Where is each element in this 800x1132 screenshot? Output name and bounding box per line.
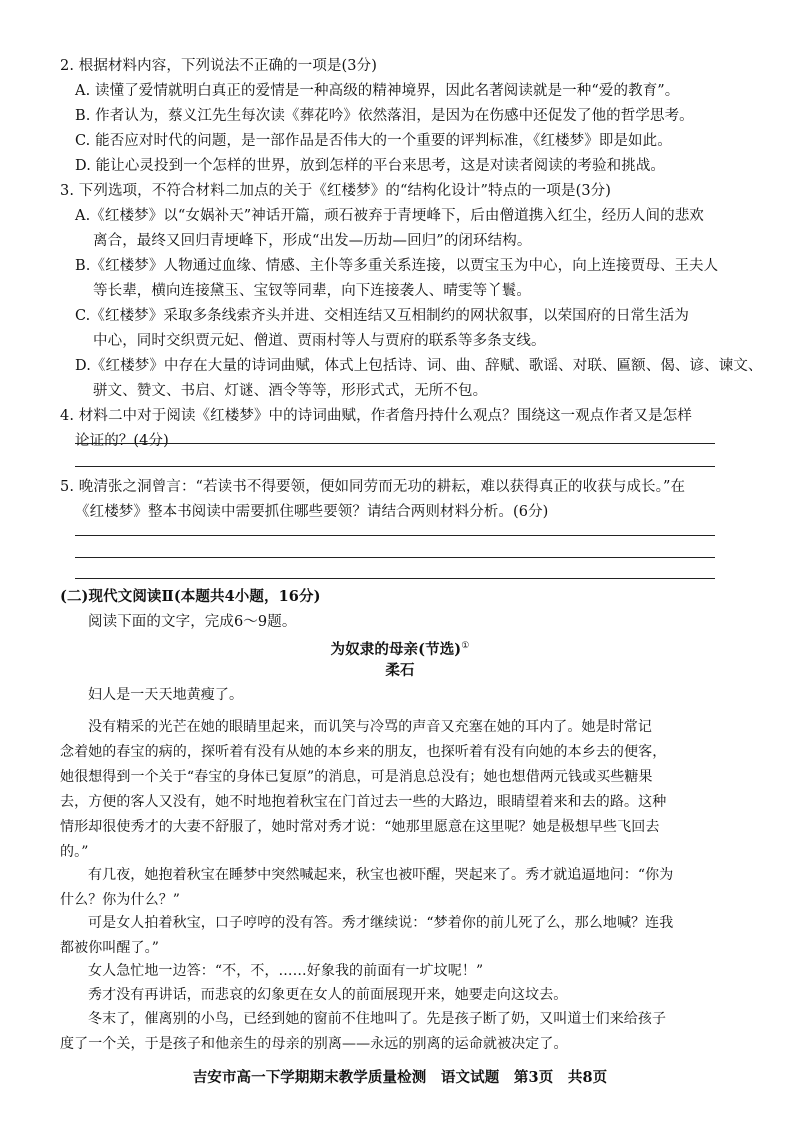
story-line: 秀才没有再讲话，而悲哀的幻象更在女人的前面展现开来，她要走向这坟去。 [88, 987, 568, 1003]
q3-option-d-line2: 骈文、赞文、书启、灯谜、酒令等等，形形式式，无所不包。 [93, 383, 488, 399]
story-line: 情形却很使秀才的大妻不舒服了，她时常对秀才说：“她那里愿意在这里呢？她是极想早些飞回去 [60, 819, 660, 835]
q4-answer-line-2[interactable] [75, 466, 715, 467]
q2-option-b: B. 作者认为，蔡义江先生每次读《葬花吟》依然落泪，是因为在伤感中还促发了他的哲学思考。 [75, 108, 694, 124]
q2-stem: 2. 根据材料内容，下列说法不正确的一项是(3分) [60, 58, 377, 74]
q3-option-b-line2: 等长辈，横向连接黛玉、宝钗等同辈，向下连接袭人、晴雯等丫鬟。 [93, 283, 531, 299]
story-line: 妇人是一天天地黄瘦了。 [88, 687, 244, 703]
q3-option-d-line1: D.《红楼梦》中存在大量的诗词曲赋，体式上包括诗、词、曲、辞赋、歌谣、对联、匾额、偈、谚、谏文、 [75, 358, 763, 374]
q4-line2: 论证的？(4分) [75, 433, 169, 449]
story-line: 冬末了，催离别的小鸟，已经到她的窗前不住地叫了。先是孩子断了奶，又叫道士们来给孩子 [88, 1011, 667, 1027]
story-line: 可是女人拍着秋宝，口子哼哼的没有答。秀才继续说：“梦着你的前儿死了么，那么地喊？连我 [88, 915, 674, 931]
q3-option-c-line2: 中心，同时交织贾元妃、僧道、贾雨村等人与贾府的联系等多条支线。 [93, 333, 546, 349]
q5-answer-line-3[interactable] [75, 578, 715, 579]
section-heading: (二)现代文阅读Ⅱ(本题共4小题，16分) [60, 588, 321, 605]
page-footer: 吉安市高一下学期期末教学质量检测 语文试题 第3页 共8页 [192, 1069, 608, 1086]
q3-stem: 3. 下列选项，不符合材料二加点的关于《红楼梦》的“结构化设计”特点的一项是(3分) [60, 183, 612, 199]
q5-answer-line-2[interactable] [75, 557, 715, 558]
q3-option-a-line2: 离合，最终又回归青埂峰下，形成“出发—历劫—回归”的闭环结构。 [93, 233, 532, 249]
story-line: 没有精采的光芒在她的眼睛里起来，而讥笑与冷骂的声音又充塞在她的耳内了。她是时常记 [88, 719, 652, 735]
q4-answer-line-1[interactable] [75, 443, 715, 444]
story-line: 女人急忙地一边答：“不，不，……好象我的前面有一圹坟呢！” [88, 963, 484, 979]
story-title-text: 为奴隶的母亲(节选) [330, 640, 462, 658]
section-instruction: 阅读下面的文字，完成6～9题。 [88, 614, 297, 630]
footnote-marker: ① [461, 641, 470, 651]
q5-line2: 《红楼梦》整本书阅读中需要抓住哪些要领？请结合两则材料分析。(6分) [75, 504, 549, 520]
story-line: 什么？你为什么？” [60, 892, 181, 908]
story-line: 都被你叫醒了。” [60, 940, 159, 956]
q3-option-b-line1: B.《红楼梦》人物通过血缘、情感、主仆等多重关系连接，以贾宝玉为中心，向上连接贾母、王夫人 [75, 258, 719, 274]
q3-option-a-line1: A.《红楼梦》以“女娲补天”神话开篇，顽石被弃于青埂峰下，后由僧道携入红尘，经历人间的悲欢 [75, 208, 704, 224]
story-line: 度了一个关，于是孩子和他亲生的母亲的别离——永远的别离的运命就被决定了。 [60, 1036, 568, 1052]
story-line: 她很想得到一个关于“春宝的身体已复原”的消息，可是消息总没有；她也想借两元钱或买些糖果 [60, 769, 653, 785]
story-line: 去，方便的客人又没有，她不时地抱着秋宝在门首过去一些的大路边，眼睛望着来和去的路。这种 [60, 794, 667, 810]
story-line: 的。” [60, 844, 89, 860]
q2-option-c: C. 能否应对时代的问题，是一部作品是否伟大的一个重要的评判标准，《红楼梦》即是如此。 [75, 133, 672, 149]
q5-line1: 5. 晚清张之洞曾言：“若读书不得要领，便如同劳而无功的耕耘，难以获得真正的收获与成长。”在 [60, 479, 686, 495]
q3-option-c-line1: C.《红楼梦》采取多条线索齐头并进、交相连结又互相制约的网状叙事，以荣国府的日常生活为 [75, 308, 689, 324]
q2-option-d: D. 能让心灵投到一个怎样的世界，放到怎样的平台来思考，这是对读者阅读的考验和挑战。 [75, 158, 666, 174]
story-line: 有几夜，她抱着秋宝在睡梦中突然喊起来，秋宝也被吓醒，哭起来了。秀才就追逼地问：“你为 [88, 867, 674, 883]
story-title [0, 636, 800, 660]
story-author: 柔石 [385, 662, 415, 679]
q5-answer-line-1[interactable] [75, 535, 715, 536]
q4-line1: 4. 材料二中对于阅读《红楼梦》中的诗词曲赋，作者詹丹持什么观点？围绕这一观点作者又是怎样 [60, 408, 692, 424]
q2-option-a: A. 读懂了爱情就明白真正的爱情是一种高级的精神境界，因此名著阅读就是一种“爱的教育”。 [75, 83, 680, 99]
story-line: 念着她的春宝的病的，探听着有没有从她的本乡来的朋友，也探听着有没有向她的本乡去的便客， [60, 744, 667, 760]
